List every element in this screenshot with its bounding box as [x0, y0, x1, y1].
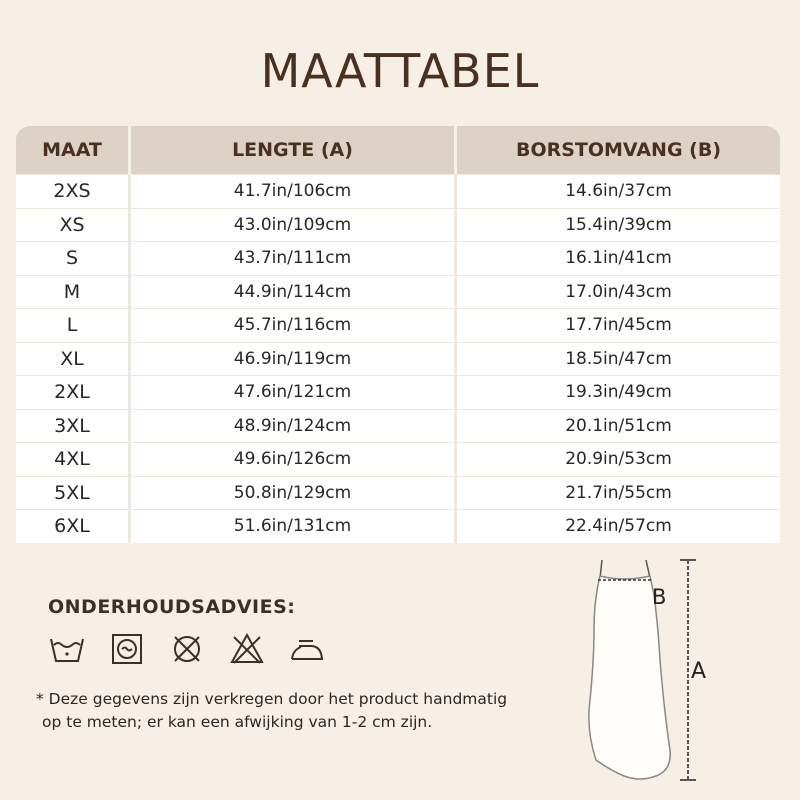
note-line-2: op te meten; er kan een afwijking van 1-2 cm zijn. [42, 713, 433, 731]
cell-size: M [63, 280, 81, 303]
cell-size: 2XS [53, 180, 91, 203]
cell-bust: 17.7in/45cm [454, 309, 780, 342]
wash-30-icon [48, 630, 86, 668]
cell-bust: 14.6in/37cm [454, 175, 780, 208]
cell-length: 51.6in/131cm [128, 510, 454, 543]
cell-bust: 17.0in/43cm [454, 276, 780, 309]
cell-length: 45.7in/116cm [128, 309, 454, 342]
cell-length: 49.6in/126cm [128, 443, 454, 476]
cell-bust: 15.4in/39cm [454, 209, 780, 242]
table-row [16, 308, 780, 342]
measurement-note [36, 688, 566, 734]
cell-size: XS [59, 213, 85, 236]
cell-length: 43.0in/109cm [128, 209, 454, 242]
cell-length: 47.6in/121cm [128, 376, 454, 409]
cell-length: 50.8in/129cm [128, 477, 454, 510]
cell-bust: 20.1in/51cm [454, 410, 780, 443]
header-bust: BORSTOMVANG (B) [454, 126, 780, 174]
cell-size: 3XL [54, 414, 90, 437]
table-row [16, 241, 780, 275]
page-title: MAATTABEL [260, 44, 540, 98]
table-row [16, 342, 780, 376]
cell-size: S [65, 247, 79, 270]
do-not-bleach-icon [228, 630, 266, 668]
note-line-1: * Deze gegevens zijn verkregen door het product handmatig [36, 690, 508, 708]
table-row [16, 275, 780, 309]
table-row [16, 509, 780, 543]
cell-length: 41.7in/106cm [128, 175, 454, 208]
table-row [16, 208, 780, 242]
cell-size: 2XL [54, 381, 90, 404]
cell-bust: 18.5in/47cm [454, 343, 780, 376]
table-header [16, 126, 780, 174]
dress-diagram [560, 550, 800, 790]
header-length: LENGTE (A) [128, 126, 454, 174]
cell-bust: 16.1in/41cm [454, 242, 780, 275]
iron-icon [288, 630, 326, 668]
cell-bust: 22.4in/57cm [454, 510, 780, 543]
tumble-dry-icon [108, 630, 146, 668]
cell-size: L [66, 314, 78, 337]
cell-length: 44.9in/114cm [128, 276, 454, 309]
cell-size: 6XL [54, 515, 90, 538]
table-row [16, 442, 780, 476]
cell-length: 43.7in/111cm [128, 242, 454, 275]
cell-size: 4XL [54, 448, 90, 471]
size-table [16, 126, 780, 543]
cell-bust: 21.7in/55cm [454, 477, 780, 510]
cell-length: 46.9in/119cm [128, 343, 454, 376]
cell-size: 5XL [54, 481, 90, 504]
cell-length: 48.9in/124cm [128, 410, 454, 443]
table-row [16, 409, 780, 443]
cell-bust: 20.9in/53cm [454, 443, 780, 476]
table-row [16, 375, 780, 409]
header-size: MAAT [42, 139, 102, 161]
table-row [16, 174, 780, 208]
do-not-wash-icon [168, 630, 206, 668]
cell-bust: 19.3in/49cm [454, 376, 780, 409]
table-body [16, 174, 780, 543]
care-title: ONDERHOUDSADVIES: [48, 596, 296, 618]
cell-size: XL [60, 347, 84, 370]
label-b: B [652, 585, 667, 609]
table-row [16, 476, 780, 510]
label-a: A [691, 659, 707, 684]
care-icons [48, 630, 326, 668]
